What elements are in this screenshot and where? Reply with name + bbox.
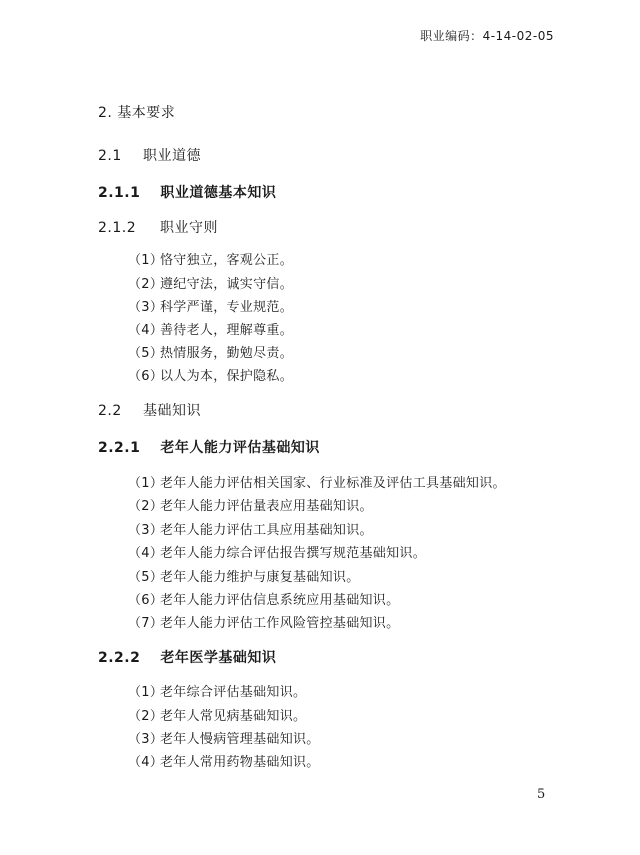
section-number: 2.1.2	[98, 220, 137, 236]
section-number: 2.1.1	[98, 185, 141, 201]
section-title: 职业道德基本知识	[160, 185, 277, 201]
occupation-code: 职业编码：4-14-02-05	[420, 29, 554, 43]
page-number: 5	[537, 787, 546, 802]
list-item: （7）老年人能力评估工作风险管控基础知识。	[128, 616, 400, 631]
list-item: （1）老年人能力评估相关国家、行业标准及评估工具基础知识。	[128, 476, 506, 491]
section-heading-2-1	[98, 145, 201, 165]
section-number: 2.2	[98, 403, 122, 419]
list-item: （3）科学严谨，专业规范。	[128, 300, 294, 315]
list-item: （1）老年综合评估基础知识。	[128, 685, 307, 700]
section-number: 2.2.1	[98, 440, 141, 456]
list-item: （5）老年人能力维护与康复基础知识。	[128, 570, 360, 585]
section-title: 基础知识	[142, 403, 201, 419]
section-heading-2: 2. 基本要求	[98, 105, 176, 121]
section-heading-2-2-1	[98, 437, 320, 457]
list-item: （4）老年人能力综合评估报告撰写规范基础知识。	[128, 546, 427, 561]
section-title: 老年人能力评估基础知识	[160, 440, 320, 456]
section-title: 职业守则	[159, 220, 218, 236]
section-title: 老年医学基础知识	[160, 650, 277, 666]
list-item: （6）老年人能力评估信息系统应用基础知识。	[128, 593, 400, 608]
list-item: （2）遵纪守法，诚实守信。	[128, 277, 294, 292]
list-item: （1）恪守独立，客观公正。	[128, 253, 294, 268]
list-item: （2）老年人能力评估量表应用基础知识。	[128, 499, 373, 514]
list-item: （4）老年人常用药物基础知识。	[128, 755, 320, 770]
list-item: （5）热情服务，勤勉尽责。	[128, 346, 294, 361]
section-heading-2-1-2	[98, 217, 218, 237]
list-item: （3）老年人能力评估工具应用基础知识。	[128, 523, 373, 538]
section-title: 职业道德	[142, 148, 201, 164]
list-item: （6）以人为本，保护隐私。	[128, 369, 294, 384]
section-number: 2.1	[98, 148, 122, 164]
section-number: 2.2.2	[98, 650, 141, 666]
list-item: （3）老年人慢病管理基础知识。	[128, 732, 320, 747]
section-heading-2-1-1	[98, 182, 276, 202]
list-item: （2）老年人常见病基础知识。	[128, 709, 307, 724]
section-heading-2-2	[98, 400, 201, 420]
list-item: （4）善待老人，理解尊重。	[128, 323, 294, 338]
section-heading-2-2-2	[98, 647, 276, 667]
